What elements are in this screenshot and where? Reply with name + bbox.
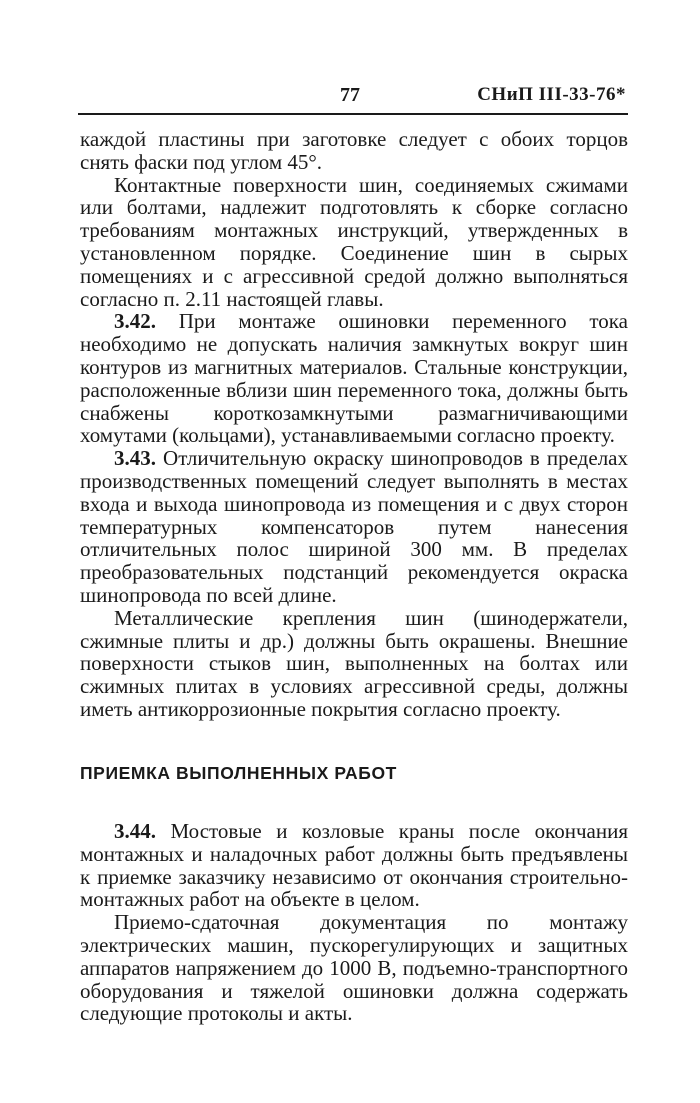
page-number: 77 [340, 84, 360, 106]
paragraph [80, 174, 628, 311]
paragraph [80, 820, 628, 911]
header-rule [78, 113, 628, 115]
document-code: СНиП III-33-76* [477, 84, 626, 105]
clause-number: 3.43. [114, 446, 156, 471]
paragraph-text: При монтаже ошиновки переменного тока необходимо не допускать наличия замкнутых вокруг шин контуров из магнитных материалов. Стальные конструкции, расположенные вблизи шин переменного тока, должны быть снабжены короткозамкнутыми размагничивающими хомутами (кольцами), устанавливаемыми согласно проекту. [80, 309, 628, 448]
paragraph [80, 607, 628, 721]
paragraph-text: Приемо-сдаточная документация по монтажу электрических машин, пускорегулирующих и защитных аппаратов напряжением до 1000 В, подъемно-транспортного оборудования и тяжелой ошиновки должна содержать следующие протоколы и акты. [80, 910, 628, 1026]
paragraph [80, 911, 628, 1025]
paragraph [80, 447, 628, 607]
paragraph-text: Контактные поверхности шин, соединяемых сжимами или болтами, надлежит подготовлять к сборке согласно требованиям монтажных инструкций, утвержденных в установленном порядке. Соединение шин в сырых помещениях и с агрессивной средой должно выполняться согласно п. 2.11 настоящей главы. [80, 172, 628, 311]
paragraph-text: Мостовые и козловые краны после окончания монтажных и наладочных работ должны быть предъявлены к приемке заказчику независимо от окончания строительно-монтажных работ на объекте в целом. [80, 819, 628, 912]
paragraph-text: Металлические крепления шин (шинодержатели, сжимные плиты и др.) должны быть окрашены. Внешние поверхности стыков шин, выполненных на болтах или сжимных плитах в условиях агрессивной среды, должны иметь антикоррозионные покрытия согласно проекту. [80, 605, 628, 721]
paragraph-text: каждой пластины при заготовке следует с обоих торцов снять фаски под углом 45°. [80, 127, 628, 174]
section-heading: ПРИЕМКА ВЫПОЛНЕННЫХ РАБОТ [80, 763, 397, 783]
page-header [78, 84, 626, 116]
paragraph [80, 310, 628, 447]
clause-number: 3.42. [114, 309, 156, 334]
paragraph-text: Отличительную окраску шинопроводов в пределах производственных помещений следует выполнять в местах входа и выхода шинопровода из помещения и с двух сторон температурных компенсаторов путем нанесения отличительных полос шириной 300 мм. В пределах преобразовательных подстанций рекомендуется окраска шинопровода по всей длине. [80, 446, 628, 607]
paragraph [80, 128, 628, 174]
body-text-bottom [80, 820, 628, 1025]
clause-number: 3.44. [114, 819, 156, 843]
body-text-top [80, 128, 628, 721]
